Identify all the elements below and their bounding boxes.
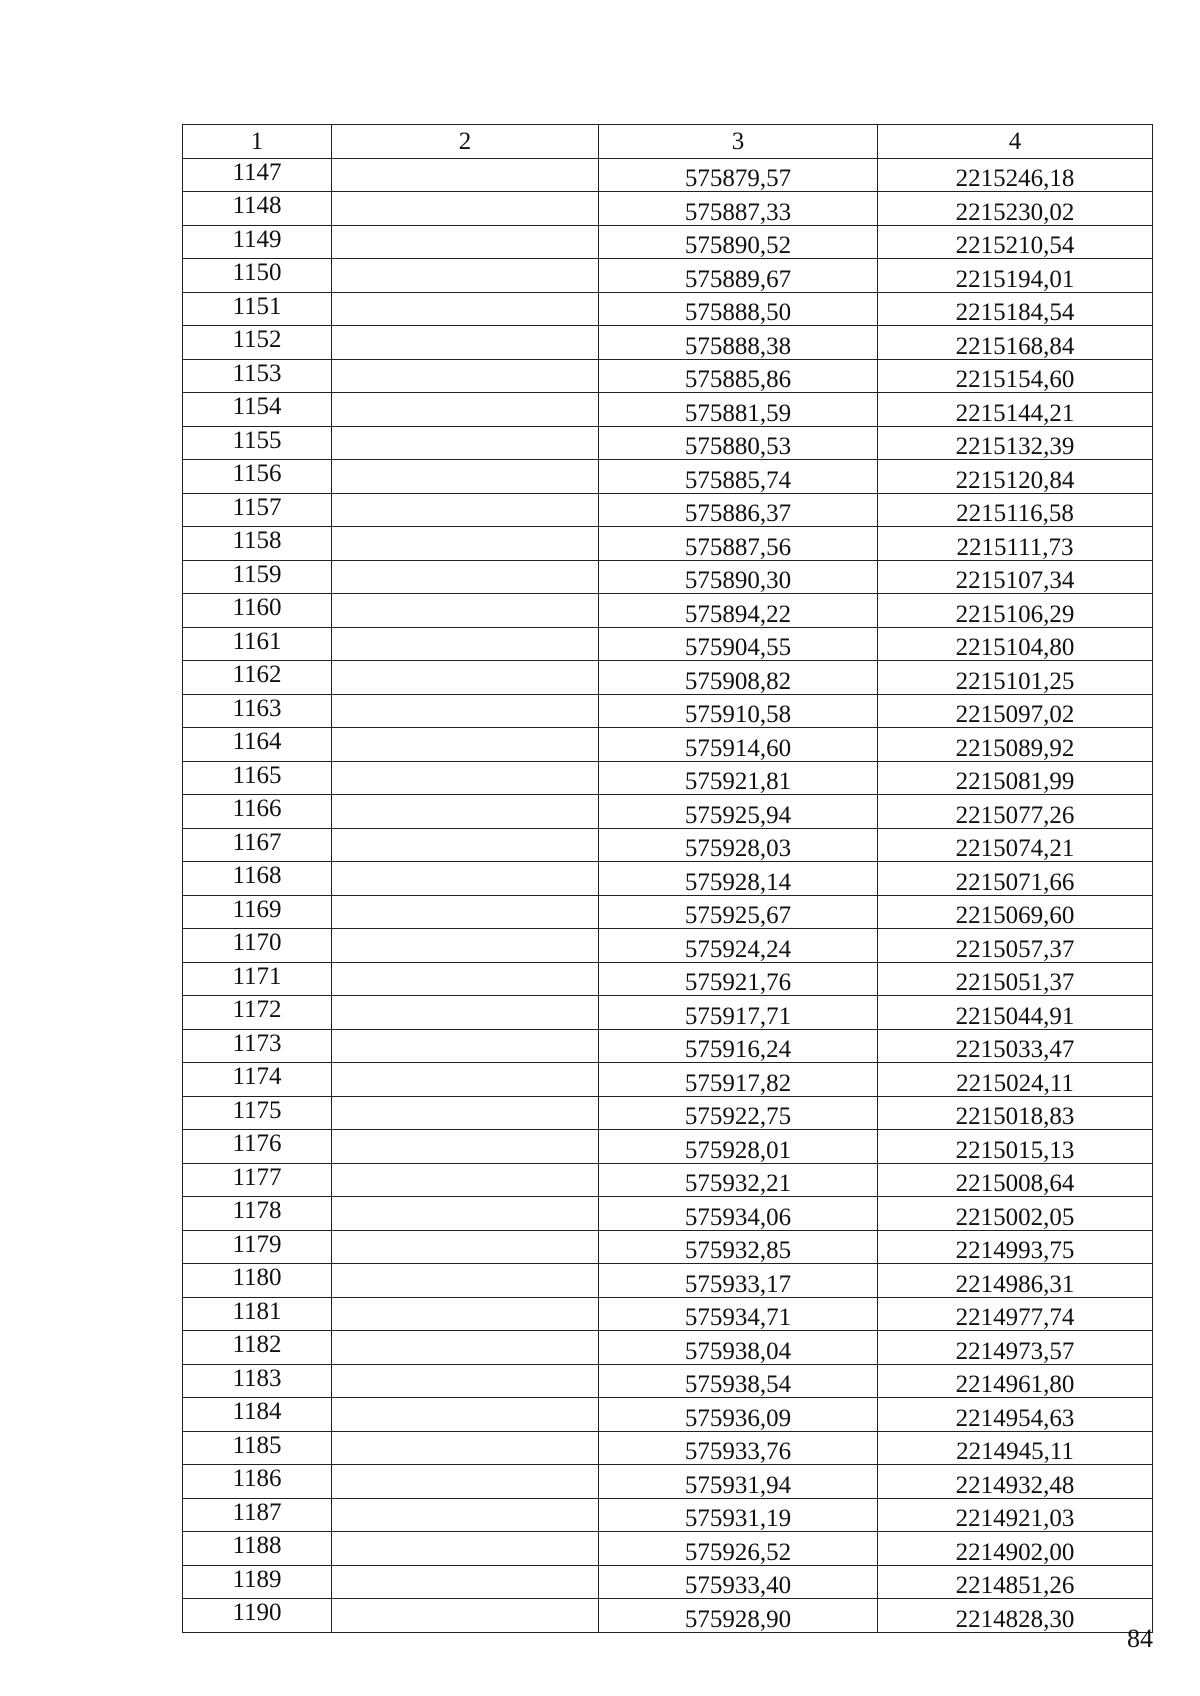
- x-coordinate-cell: 575938,04: [599, 1331, 878, 1365]
- column-2-cell: [332, 225, 599, 259]
- point-number-cell: 1160: [183, 594, 332, 628]
- x-coordinate-cell: 575917,82: [599, 1063, 878, 1097]
- y-coordinate-cell: 2215077,26: [878, 795, 1153, 829]
- y-coordinate-cell: 2215120,84: [878, 460, 1153, 494]
- x-coordinate-cell: 575887,56: [599, 527, 878, 561]
- x-coordinate-cell: 575933,40: [599, 1565, 878, 1599]
- table-row: [183, 426, 1153, 460]
- y-coordinate-cell: 2215144,21: [878, 393, 1153, 427]
- y-coordinate-cell: 2215069,60: [878, 895, 1153, 929]
- column-2-cell: [332, 862, 599, 896]
- point-number-cell: 1166: [183, 795, 332, 829]
- x-coordinate-cell: 575908,82: [599, 661, 878, 695]
- column-2-cell: [332, 1532, 599, 1566]
- point-number-cell: 1169: [183, 895, 332, 929]
- header-cell-3: 3: [599, 125, 878, 159]
- point-number-cell: 1188: [183, 1532, 332, 1566]
- point-number-cell: 1151: [183, 292, 332, 326]
- header-cell-2: 2: [332, 125, 599, 159]
- point-number-cell: 1150: [183, 259, 332, 293]
- table-row: [183, 1532, 1153, 1566]
- column-2-cell: [332, 1264, 599, 1298]
- table-row: [183, 661, 1153, 695]
- y-coordinate-cell: 2215104,80: [878, 627, 1153, 661]
- x-coordinate-cell: 575936,09: [599, 1398, 878, 1432]
- y-coordinate-cell: 2215111,73: [878, 527, 1153, 561]
- point-number-cell: 1190: [183, 1599, 332, 1633]
- x-coordinate-cell: 575926,52: [599, 1532, 878, 1566]
- column-2-cell: [332, 1096, 599, 1130]
- point-number-cell: 1164: [183, 728, 332, 762]
- column-2-cell: [332, 359, 599, 393]
- point-number-cell: 1172: [183, 996, 332, 1030]
- table-row: [183, 1130, 1153, 1164]
- x-coordinate-cell: 575928,03: [599, 828, 878, 862]
- x-coordinate-cell: 575879,57: [599, 158, 878, 192]
- x-coordinate-cell: 575887,33: [599, 192, 878, 226]
- point-number-cell: 1178: [183, 1197, 332, 1231]
- table-row: [183, 1029, 1153, 1063]
- y-coordinate-cell: 2215194,01: [878, 259, 1153, 293]
- x-coordinate-cell: 575889,67: [599, 259, 878, 293]
- point-number-cell: 1163: [183, 694, 332, 728]
- x-coordinate-cell: 575928,90: [599, 1599, 878, 1633]
- y-coordinate-cell: 2214986,31: [878, 1264, 1153, 1298]
- point-number-cell: 1168: [183, 862, 332, 896]
- table-row: [183, 1364, 1153, 1398]
- x-coordinate-cell: 575934,71: [599, 1297, 878, 1331]
- point-number-cell: 1154: [183, 393, 332, 427]
- column-2-cell: [332, 259, 599, 293]
- column-2-cell: [332, 1398, 599, 1432]
- point-number-cell: 1158: [183, 527, 332, 561]
- x-coordinate-cell: 575934,06: [599, 1197, 878, 1231]
- table-row: [183, 1398, 1153, 1432]
- column-2-cell: [332, 795, 599, 829]
- y-coordinate-cell: 2215210,54: [878, 225, 1153, 259]
- point-number-cell: 1177: [183, 1163, 332, 1197]
- table-row: [183, 560, 1153, 594]
- table-row: [183, 326, 1153, 360]
- x-coordinate-cell: 575921,76: [599, 962, 878, 996]
- point-number-cell: 1181: [183, 1297, 332, 1331]
- table-row: [183, 359, 1153, 393]
- x-coordinate-cell: 575928,14: [599, 862, 878, 896]
- x-coordinate-cell: 575922,75: [599, 1096, 878, 1130]
- point-number-cell: 1180: [183, 1264, 332, 1298]
- table-row: [183, 1096, 1153, 1130]
- table-row: [183, 1498, 1153, 1532]
- coordinates-table: [182, 124, 1153, 1633]
- y-coordinate-cell: 2215033,47: [878, 1029, 1153, 1063]
- y-coordinate-cell: 2215230,02: [878, 192, 1153, 226]
- table-row: [183, 259, 1153, 293]
- x-coordinate-cell: 575925,94: [599, 795, 878, 829]
- column-2-cell: [332, 1029, 599, 1063]
- x-coordinate-cell: 575880,53: [599, 426, 878, 460]
- column-2-cell: [332, 594, 599, 628]
- column-2-cell: [332, 661, 599, 695]
- table-row: [183, 895, 1153, 929]
- y-coordinate-cell: 2215074,21: [878, 828, 1153, 862]
- column-2-cell: [332, 493, 599, 527]
- table-row: [183, 1331, 1153, 1365]
- column-2-cell: [332, 426, 599, 460]
- table-row: [183, 460, 1153, 494]
- table-row: [183, 1163, 1153, 1197]
- y-coordinate-cell: 2214954,63: [878, 1398, 1153, 1432]
- column-2-cell: [332, 1465, 599, 1499]
- y-coordinate-cell: 2215018,83: [878, 1096, 1153, 1130]
- y-coordinate-cell: 2215106,29: [878, 594, 1153, 628]
- column-2-cell: [332, 460, 599, 494]
- column-2-cell: [332, 1364, 599, 1398]
- x-coordinate-cell: 575888,50: [599, 292, 878, 326]
- table-row: [183, 1599, 1153, 1633]
- column-2-cell: [332, 627, 599, 661]
- table-row: [183, 627, 1153, 661]
- point-number-cell: 1179: [183, 1230, 332, 1264]
- column-2-cell: [332, 962, 599, 996]
- column-2-cell: [332, 158, 599, 192]
- x-coordinate-cell: 575931,19: [599, 1498, 878, 1532]
- x-coordinate-cell: 575890,30: [599, 560, 878, 594]
- column-2-cell: [332, 1163, 599, 1197]
- table-row: [183, 292, 1153, 326]
- column-2-cell: [332, 1063, 599, 1097]
- x-coordinate-cell: 575928,01: [599, 1130, 878, 1164]
- x-coordinate-cell: 575886,37: [599, 493, 878, 527]
- table-row: [183, 1565, 1153, 1599]
- table-row: [183, 1264, 1153, 1298]
- table-row: [183, 996, 1153, 1030]
- point-number-cell: 1159: [183, 560, 332, 594]
- x-coordinate-cell: 575904,55: [599, 627, 878, 661]
- point-number-cell: 1187: [183, 1498, 332, 1532]
- column-2-cell: [332, 292, 599, 326]
- y-coordinate-cell: 2215246,18: [878, 158, 1153, 192]
- point-number-cell: 1175: [183, 1096, 332, 1130]
- table-row: [183, 761, 1153, 795]
- column-2-cell: [332, 1431, 599, 1465]
- point-number-cell: 1157: [183, 493, 332, 527]
- table-row: [183, 1230, 1153, 1264]
- x-coordinate-cell: 575910,58: [599, 694, 878, 728]
- column-2-cell: [332, 527, 599, 561]
- y-coordinate-cell: 2215168,84: [878, 326, 1153, 360]
- point-number-cell: 1153: [183, 359, 332, 393]
- page-number: 84: [1127, 1624, 1153, 1653]
- y-coordinate-cell: 2214932,48: [878, 1465, 1153, 1499]
- x-coordinate-cell: 575921,81: [599, 761, 878, 795]
- y-coordinate-cell: 2215132,39: [878, 426, 1153, 460]
- x-coordinate-cell: 575881,59: [599, 393, 878, 427]
- x-coordinate-cell: 575885,86: [599, 359, 878, 393]
- x-coordinate-cell: 575938,54: [599, 1364, 878, 1398]
- y-coordinate-cell: 2214851,26: [878, 1565, 1153, 1599]
- x-coordinate-cell: 575894,22: [599, 594, 878, 628]
- y-coordinate-cell: 2215015,13: [878, 1130, 1153, 1164]
- table-row: [183, 1063, 1153, 1097]
- column-2-cell: [332, 1331, 599, 1365]
- table-row: [183, 225, 1153, 259]
- x-coordinate-cell: 575933,76: [599, 1431, 878, 1465]
- column-2-cell: [332, 1130, 599, 1164]
- table-row: [183, 1431, 1153, 1465]
- x-coordinate-cell: 575890,52: [599, 225, 878, 259]
- point-number-cell: 1147: [183, 158, 332, 192]
- point-number-cell: 1182: [183, 1331, 332, 1365]
- column-2-cell: [332, 393, 599, 427]
- column-2-cell: [332, 761, 599, 795]
- header-cell-1: 1: [183, 125, 332, 159]
- table-row: [183, 1465, 1153, 1499]
- column-2-cell: [332, 326, 599, 360]
- y-coordinate-cell: 2215116,58: [878, 493, 1153, 527]
- point-number-cell: 1185: [183, 1431, 332, 1465]
- point-number-cell: 1171: [183, 962, 332, 996]
- point-number-cell: 1173: [183, 1029, 332, 1063]
- column-2-cell: [332, 560, 599, 594]
- table-row: [183, 694, 1153, 728]
- x-coordinate-cell: 575933,17: [599, 1264, 878, 1298]
- x-coordinate-cell: 575888,38: [599, 326, 878, 360]
- point-number-cell: 1184: [183, 1398, 332, 1432]
- column-2-cell: [332, 828, 599, 862]
- x-coordinate-cell: 575932,85: [599, 1230, 878, 1264]
- table-body: [183, 125, 1153, 1633]
- x-coordinate-cell: 575916,24: [599, 1029, 878, 1063]
- table-row: [183, 962, 1153, 996]
- y-coordinate-cell: 2214945,11: [878, 1431, 1153, 1465]
- table-row: [183, 828, 1153, 862]
- point-number-cell: 1162: [183, 661, 332, 695]
- x-coordinate-cell: 575931,94: [599, 1465, 878, 1499]
- point-number-cell: 1189: [183, 1565, 332, 1599]
- y-coordinate-cell: 2215071,66: [878, 862, 1153, 896]
- y-coordinate-cell: 2215057,37: [878, 929, 1153, 963]
- y-coordinate-cell: 2215044,91: [878, 996, 1153, 1030]
- point-number-cell: 1174: [183, 1063, 332, 1097]
- y-coordinate-cell: 2215107,34: [878, 560, 1153, 594]
- y-coordinate-cell: 2215089,92: [878, 728, 1153, 762]
- x-coordinate-cell: 575917,71: [599, 996, 878, 1030]
- y-coordinate-cell: 2214902,00: [878, 1532, 1153, 1566]
- point-number-cell: 1155: [183, 426, 332, 460]
- column-2-cell: [332, 929, 599, 963]
- table-row: [183, 862, 1153, 896]
- point-number-cell: 1183: [183, 1364, 332, 1398]
- table-row: [183, 192, 1153, 226]
- x-coordinate-cell: 575932,21: [599, 1163, 878, 1197]
- y-coordinate-cell: 2214973,57: [878, 1331, 1153, 1365]
- y-coordinate-cell: 2215002,05: [878, 1197, 1153, 1231]
- point-number-cell: 1167: [183, 828, 332, 862]
- column-2-cell: [332, 728, 599, 762]
- y-coordinate-cell: 2215184,54: [878, 292, 1153, 326]
- point-number-cell: 1165: [183, 761, 332, 795]
- column-2-cell: [332, 192, 599, 226]
- point-number-cell: 1170: [183, 929, 332, 963]
- table-row: [183, 728, 1153, 762]
- point-number-cell: 1156: [183, 460, 332, 494]
- point-number-cell: 1148: [183, 192, 332, 226]
- y-coordinate-cell: 2215097,02: [878, 694, 1153, 728]
- y-coordinate-cell: 2214993,75: [878, 1230, 1153, 1264]
- column-2-cell: [332, 1565, 599, 1599]
- column-2-cell: [332, 1230, 599, 1264]
- point-number-cell: 1161: [183, 627, 332, 661]
- y-coordinate-cell: 2215008,64: [878, 1163, 1153, 1197]
- y-coordinate-cell: 2215024,11: [878, 1063, 1153, 1097]
- column-2-cell: [332, 1297, 599, 1331]
- table-header-row: [183, 125, 1153, 159]
- y-coordinate-cell: 2214961,80: [878, 1364, 1153, 1398]
- x-coordinate-cell: 575924,24: [599, 929, 878, 963]
- table-row: [183, 527, 1153, 561]
- y-coordinate-cell: 2215081,99: [878, 761, 1153, 795]
- table-row: [183, 393, 1153, 427]
- table-row: [183, 1197, 1153, 1231]
- column-2-cell: [332, 1599, 599, 1633]
- y-coordinate-cell: 2214828,30: [878, 1599, 1153, 1633]
- table-row: [183, 1297, 1153, 1331]
- table-row: [183, 795, 1153, 829]
- table-row: [183, 158, 1153, 192]
- y-coordinate-cell: 2215051,37: [878, 962, 1153, 996]
- table-row: [183, 929, 1153, 963]
- column-2-cell: [332, 895, 599, 929]
- column-2-cell: [332, 1197, 599, 1231]
- table-row: [183, 594, 1153, 628]
- y-coordinate-cell: 2215154,60: [878, 359, 1153, 393]
- x-coordinate-cell: 575914,60: [599, 728, 878, 762]
- column-2-cell: [332, 1498, 599, 1532]
- x-coordinate-cell: 575885,74: [599, 460, 878, 494]
- x-coordinate-cell: 575925,67: [599, 895, 878, 929]
- y-coordinate-cell: 2215101,25: [878, 661, 1153, 695]
- table-row: [183, 493, 1153, 527]
- point-number-cell: 1152: [183, 326, 332, 360]
- header-cell-4: 4: [878, 125, 1153, 159]
- column-2-cell: [332, 694, 599, 728]
- point-number-cell: 1149: [183, 225, 332, 259]
- y-coordinate-cell: 2214977,74: [878, 1297, 1153, 1331]
- y-coordinate-cell: 2214921,03: [878, 1498, 1153, 1532]
- point-number-cell: 1186: [183, 1465, 332, 1499]
- point-number-cell: 1176: [183, 1130, 332, 1164]
- column-2-cell: [332, 996, 599, 1030]
